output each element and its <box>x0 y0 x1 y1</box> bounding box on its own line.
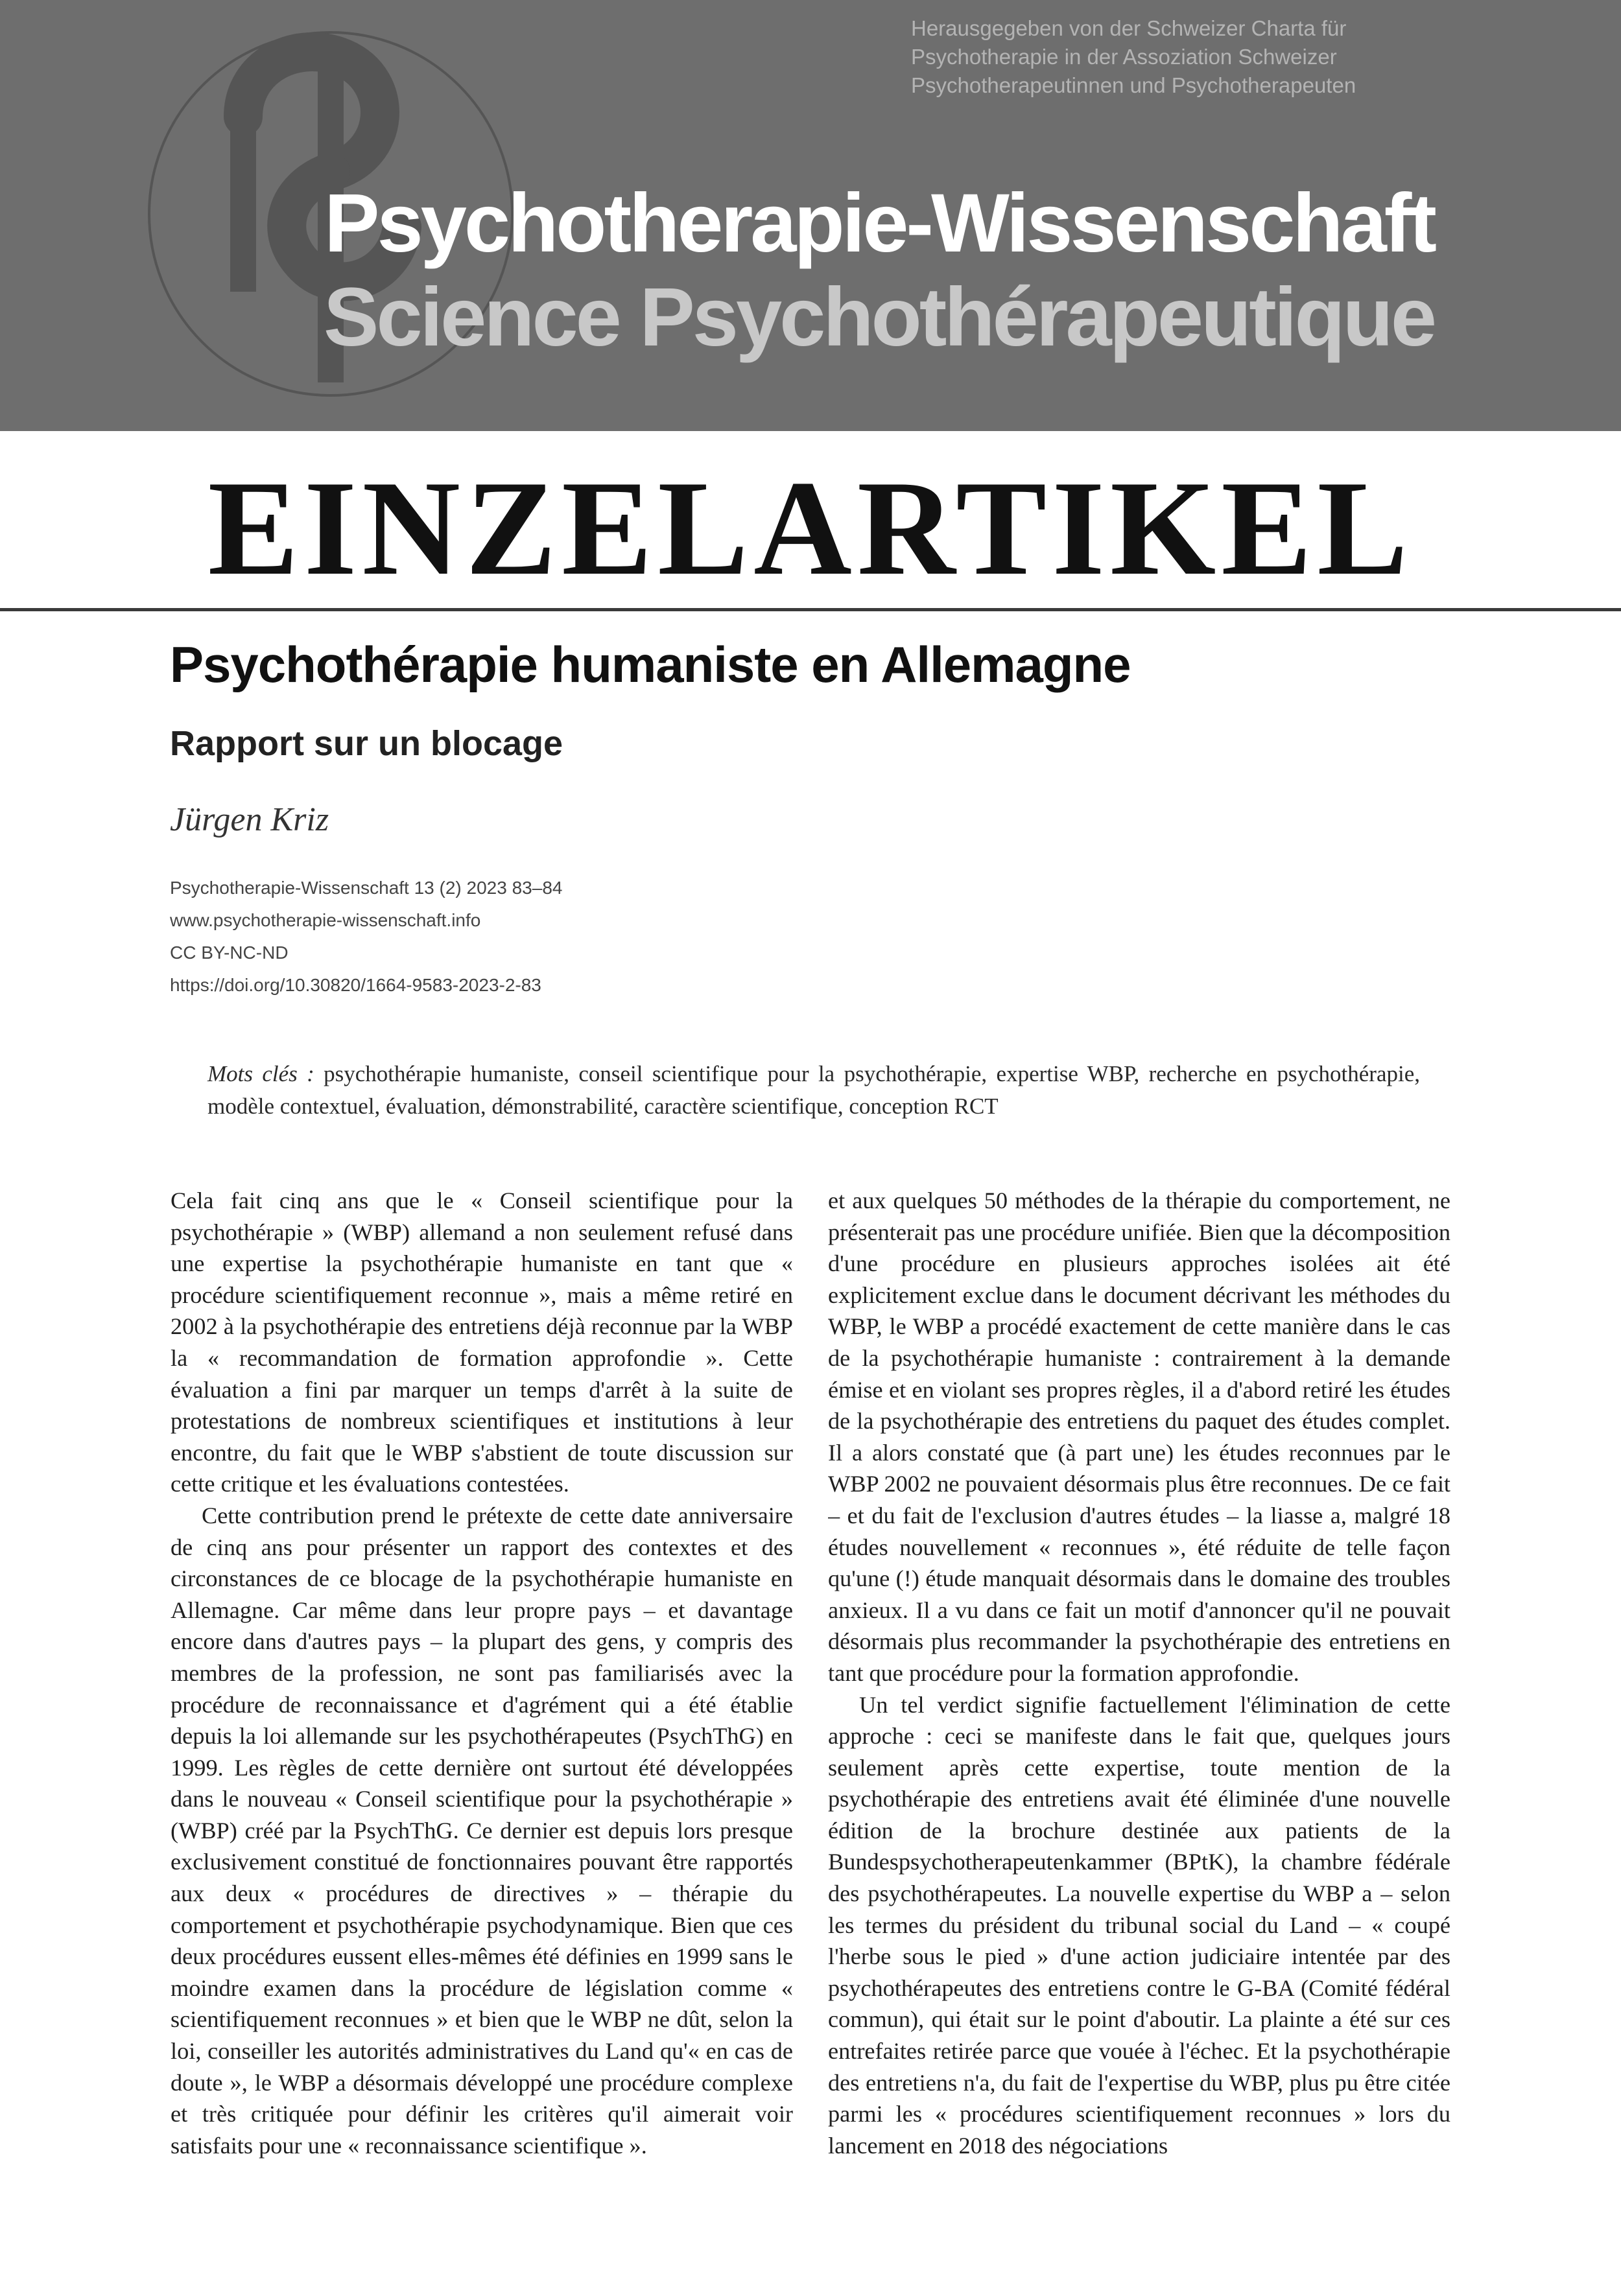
website-link[interactable]: www.psychotherapie-wissenschaft.info <box>170 910 481 930</box>
body-column-left <box>171 1185 793 2296</box>
citation: Psychotherapie-Wissenschaft 13 (2) 2023 83–84 <box>170 878 563 898</box>
article-title: Psychothérapie humaniste en Allemagne <box>170 636 1131 693</box>
publisher-line: Herausgegeben von der Schweizer Charta für <box>911 16 1347 40</box>
publisher-note <box>911 14 1495 100</box>
body-paragraph: Un tel verdict signifie factuellement l'élimination de cette approche : ceci se manifeste dans le fait que, quelques jours seulement après cette expertise, toute mention de la psychothérapie des entretiens avait été éliminée d'une nouvelle édition de la brochure destinée aux patients de la Bundespsychotherapeutenkammer (BPtK), la chambre fédérale des psychothérapeutes. La nouvelle expertise du WBP a – selon les termes du président du tribunal social du Land – « coupé l'herbe sous le pied » d'une action judiciaire intentée par des psychothérapeutes des entretiens contre le G-BA (Comité fédéral commun), qui était sur le point d'aboutir. La plainte a été sur ces entrefaites retirée parce que vouée à l'échec. Et la psychothérapie des entretiens n'a, du fait de l'expertise du WBP, plus pu être citée parmi les « procédures scientifiquement reconnues » lors du lancement en 2018 des négociations <box>828 1691 1450 2159</box>
body-column-right <box>828 1185 1450 2296</box>
article-author: Jürgen Kriz <box>170 801 329 838</box>
keywords-label: Mots clés : <box>207 1061 314 1086</box>
divider <box>0 608 1621 611</box>
article-metadata <box>170 872 562 1002</box>
publisher-line: Psychotherapie in der Assoziation Schweizer <box>911 45 1337 69</box>
license: CC BY-NC-ND <box>170 943 289 963</box>
section-heading: EINZELARTIKEL <box>207 453 1414 603</box>
doi-link[interactable]: https://doi.org/10.30820/1664-9583-2023-2-83 <box>170 975 541 995</box>
body-paragraph: et aux quelques 50 méthodes de la thérapie du comportement, ne présenterait pas une procédure unifiée. Bien que la décomposition d'une procédure en plusieurs approches isolées ait été explicitement exclue dans le document décrivant les méthodes du WBP, le WBP a procédé exactement de cette manière dans le cas de la psychothérapie humaniste : contrairement à la demande émise et en violant ses propres règles, il a d'abord retiré les études de la psychothérapie des entretiens du paquet des études complet. Il a alors constaté que (à part une) les études reconnues par le WBP 2002 ne pouvaient désormais plus être reconnues. De ce fait – et du fait de l'exclusion d'autres études – la liasse a, malgré 18 études nouvellement « reconnues », été réduite de telle façon qu'une (!) étude manquait désormais dans le domaine des troubles anxieux. Il a vu dans ce fait un motif d'annoncer qu'il ne pouvait désormais plus recommander la psychothérapie des entretiens en tant que procédure pour la formation approfondie. <box>828 1188 1450 1686</box>
body-paragraph: Cela fait cinq ans que le « Conseil scientifique pour la psychothérapie » (WBP) allemand a non seulement refusé dans une expertise la psychothérapie humaniste en tant que « procédure scientifiquement reconnue », mais a même retiré en 2002 à la psychothérapie des entretiens déjà reconnue par la WBP la « recommandation de formation approfondie ». Cette évaluation a fini par marquer un temps d'arrêt à la suite de protestations de nombreux scientifiques et institutions à leur encontre, du fait que le WBP s'abstient de toute discussion sur cette critique et les évaluations contestées. <box>171 1188 793 1497</box>
keywords <box>207 1058 1420 1123</box>
keywords-text: psychothérapie humaniste, conseil scientifique pour la psychothérapie, expertise WBP, recherche en psychothérapie, modèle contextuel, évaluation, démonstrabilité, caractère scientifique, conception RCT <box>207 1061 1420 1119</box>
journal-title-fr: Science Psychothérapeutique <box>323 271 1434 364</box>
body-paragraph: Cette contribution prend le prétexte de cette date anniversaire de cinq ans pour présenter un rapport des contextes et des circonstances de ce blocage de la psychothérapie humaniste en Allemagne. Car même dans leur propre pays – et davantage encore dans d'autres pays – la plupart des gens, y compris des membres de la profession, ne sont pas familiarisés avec la procédure de reconnaissance et d'agrément qui a été établie depuis la loi allemande sur les psychothérapeutes (PsychThG) en 1999. Les règles de cette dernière ont surtout été développées dans le nouveau « Conseil scientifique pour la psychothérapie » (WBP) créé par la PsychThG. Ce dernier est depuis lors presque exclusivement constitué de fonctionnaires pouvant être rapportés aux deux « procédures de directives » – thérapie du comportement et psychothérapie psychodynamique. Bien que ces deux procédures eussent elles-mêmes été définies en 1999 sans le moindre examen dans la procédure de législation comme « scientifiquement reconnues » et bien que le WBP ne dût, selon la loi, conseiller les autorités administratives du Land qu'« en cas de doute », le WBP a désormais développé une procédure complexe et très critiquée pour définir les critères qu'il aimerait voir satisfaits pour une « reconnaissance scientifique ». <box>171 1502 793 2159</box>
journal-banner <box>0 0 1621 431</box>
article-subtitle: Rapport sur un blocage <box>170 724 563 763</box>
journal-title-de: Psychotherapie-Wissenschaft <box>324 177 1434 270</box>
publisher-line: Psychotherapeutinnen und Psychotherapeuten <box>911 73 1356 97</box>
